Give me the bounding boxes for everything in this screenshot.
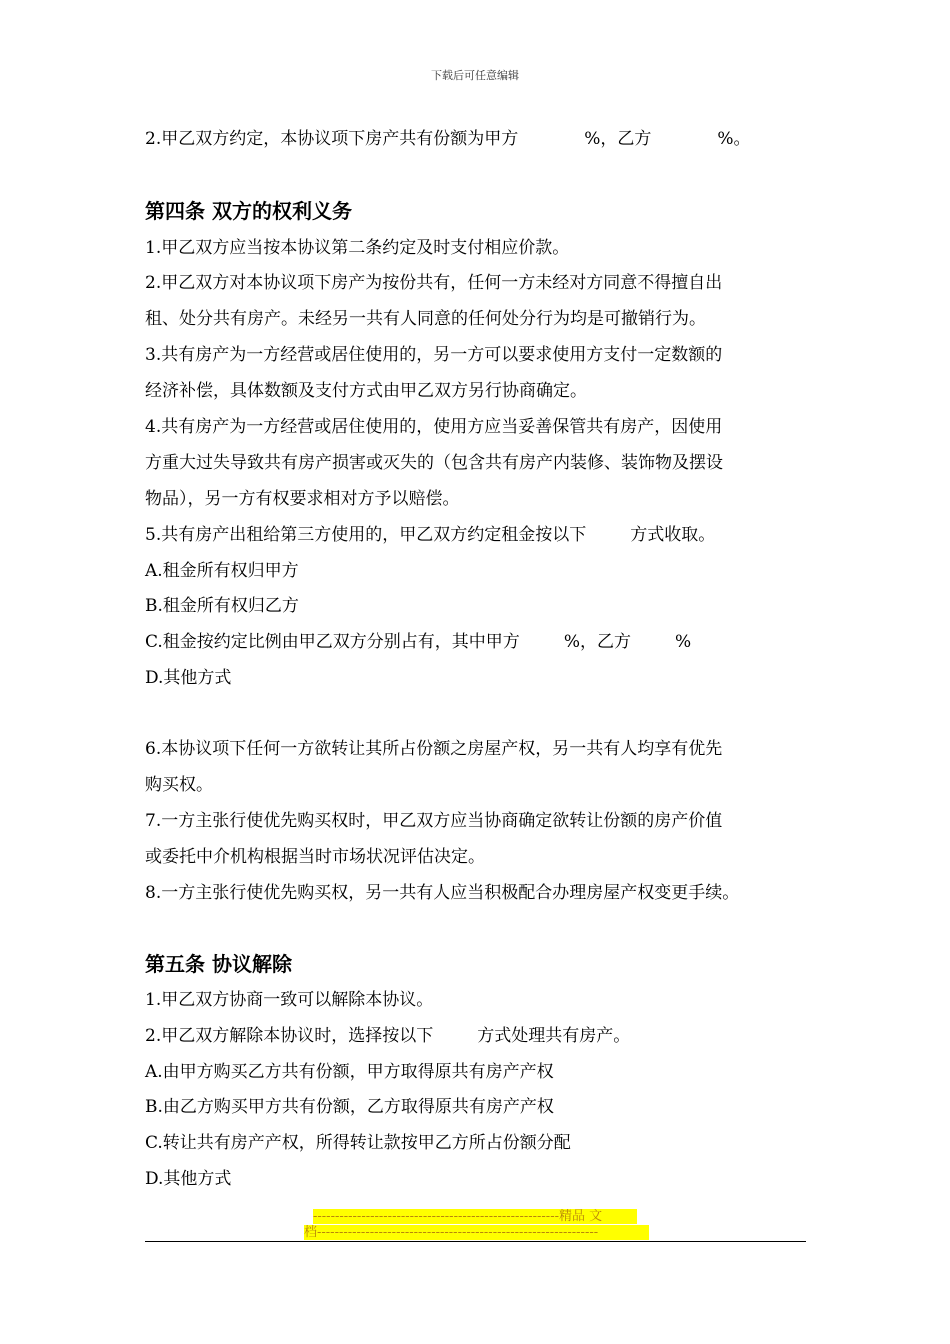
share-clause-end: %。 [717, 129, 751, 149]
dissolve-option-a: A.由甲方购买乙方共有份额，甲方取得原共有房产产权 [145, 1062, 554, 1082]
section-4-line: 或委托中介机构根据当时市场状况评估决定。 [145, 847, 485, 867]
rent-clause [145, 525, 715, 545]
section-4-line: 经济补偿，具体数额及支付方式由甲乙双方另行协商确定。 [145, 381, 587, 401]
section-4-line: 2.甲乙双方对本协议项下房产为按份共有，任何一方未经对方同意不得擅自出 [145, 273, 723, 293]
footer-watermark-line-2: 档---------------------------------------------------------------- [304, 1225, 649, 1240]
section-4-line: 方重大过失导致共有房产损害或灭失的（包含共有房产内装修、装饰物及摆设 [145, 453, 723, 473]
share-clause-text: 2.甲乙双方约定，本协议项下房产共有份额为甲方 [145, 129, 519, 149]
footer-watermark-line-1: --------------------------------------------------------精品 文 [313, 1209, 637, 1224]
share-clause [145, 129, 751, 149]
rent-option-c-end: % [674, 632, 692, 652]
section-4-title: 第四条 双方的权利义务 [145, 199, 352, 223]
section-4-line: 6.本协议项下任何一方欲转让其所占份额之房屋产权，另一共有人均享有优先 [145, 739, 723, 759]
dissolve-clause-text: 2.甲乙双方解除本协议时，选择按以下 [145, 1026, 434, 1046]
section-5-line: 1.甲乙双方协商一致可以解除本协议。 [145, 990, 434, 1010]
section-4-line: 7.一方主张行使优先购买权时，甲乙双方应当协商确定欲转让份额的房产价值 [145, 811, 723, 831]
share-clause-party-b: %，乙方 [584, 129, 652, 149]
section-4-line: 3.共有房产为一方经营或居住使用的，另一方可以要求使用方支付一定数额的 [145, 345, 723, 365]
rent-option-d: D.其他方式 [145, 668, 232, 688]
rent-option-a: A.租金所有权归甲方 [145, 561, 299, 581]
dissolve-clause-end: 方式处理共有房产。 [477, 1026, 631, 1046]
section-4-line: 1.甲乙双方应当按本协议第二条约定及时支付相应价款。 [145, 238, 570, 258]
rent-clause-end: 方式收取。 [630, 525, 716, 545]
section-4-line: 8.一方主张行使优先购买权，另一共有人应当积极配合办理房屋产权变更手续。 [145, 883, 740, 903]
dissolve-option-d: D.其他方式 [145, 1169, 232, 1189]
rent-clause-text: 5.共有房产出租给第三方使用的，甲乙双方约定租金按以下 [145, 525, 587, 545]
rent-option-c-text: C.租金按约定比例由甲乙双方分别占有，其中甲方 [145, 632, 520, 652]
rent-option-b: B.租金所有权归乙方 [145, 596, 299, 616]
footer-divider [145, 1241, 806, 1242]
dissolve-clause [145, 1026, 630, 1046]
dissolve-option-b: B.由乙方购买甲方共有份额，乙方取得原共有房产产权 [145, 1097, 554, 1117]
dissolve-option-c: C.转让共有房产产权，所得转让款按甲乙方所占份额分配 [145, 1133, 571, 1153]
rent-option-c [145, 632, 691, 652]
section-4-line: 购买权。 [145, 775, 213, 795]
rent-option-c-party-b: %，乙方 [563, 632, 631, 652]
section-5-title: 第五条 协议解除 [145, 952, 292, 976]
section-4-line: 4.共有房产为一方经营或居住使用的，使用方应当妥善保管共有房产，因使用 [145, 417, 723, 437]
section-4-line: 物品），另一方有权要求相对方予以赔偿。 [145, 489, 460, 509]
page-header: 下载后可任意编辑 [431, 69, 519, 82]
section-4-line: 租、处分共有房产。未经另一共有人同意的任何处分行为均是可撤销行为。 [145, 309, 706, 329]
